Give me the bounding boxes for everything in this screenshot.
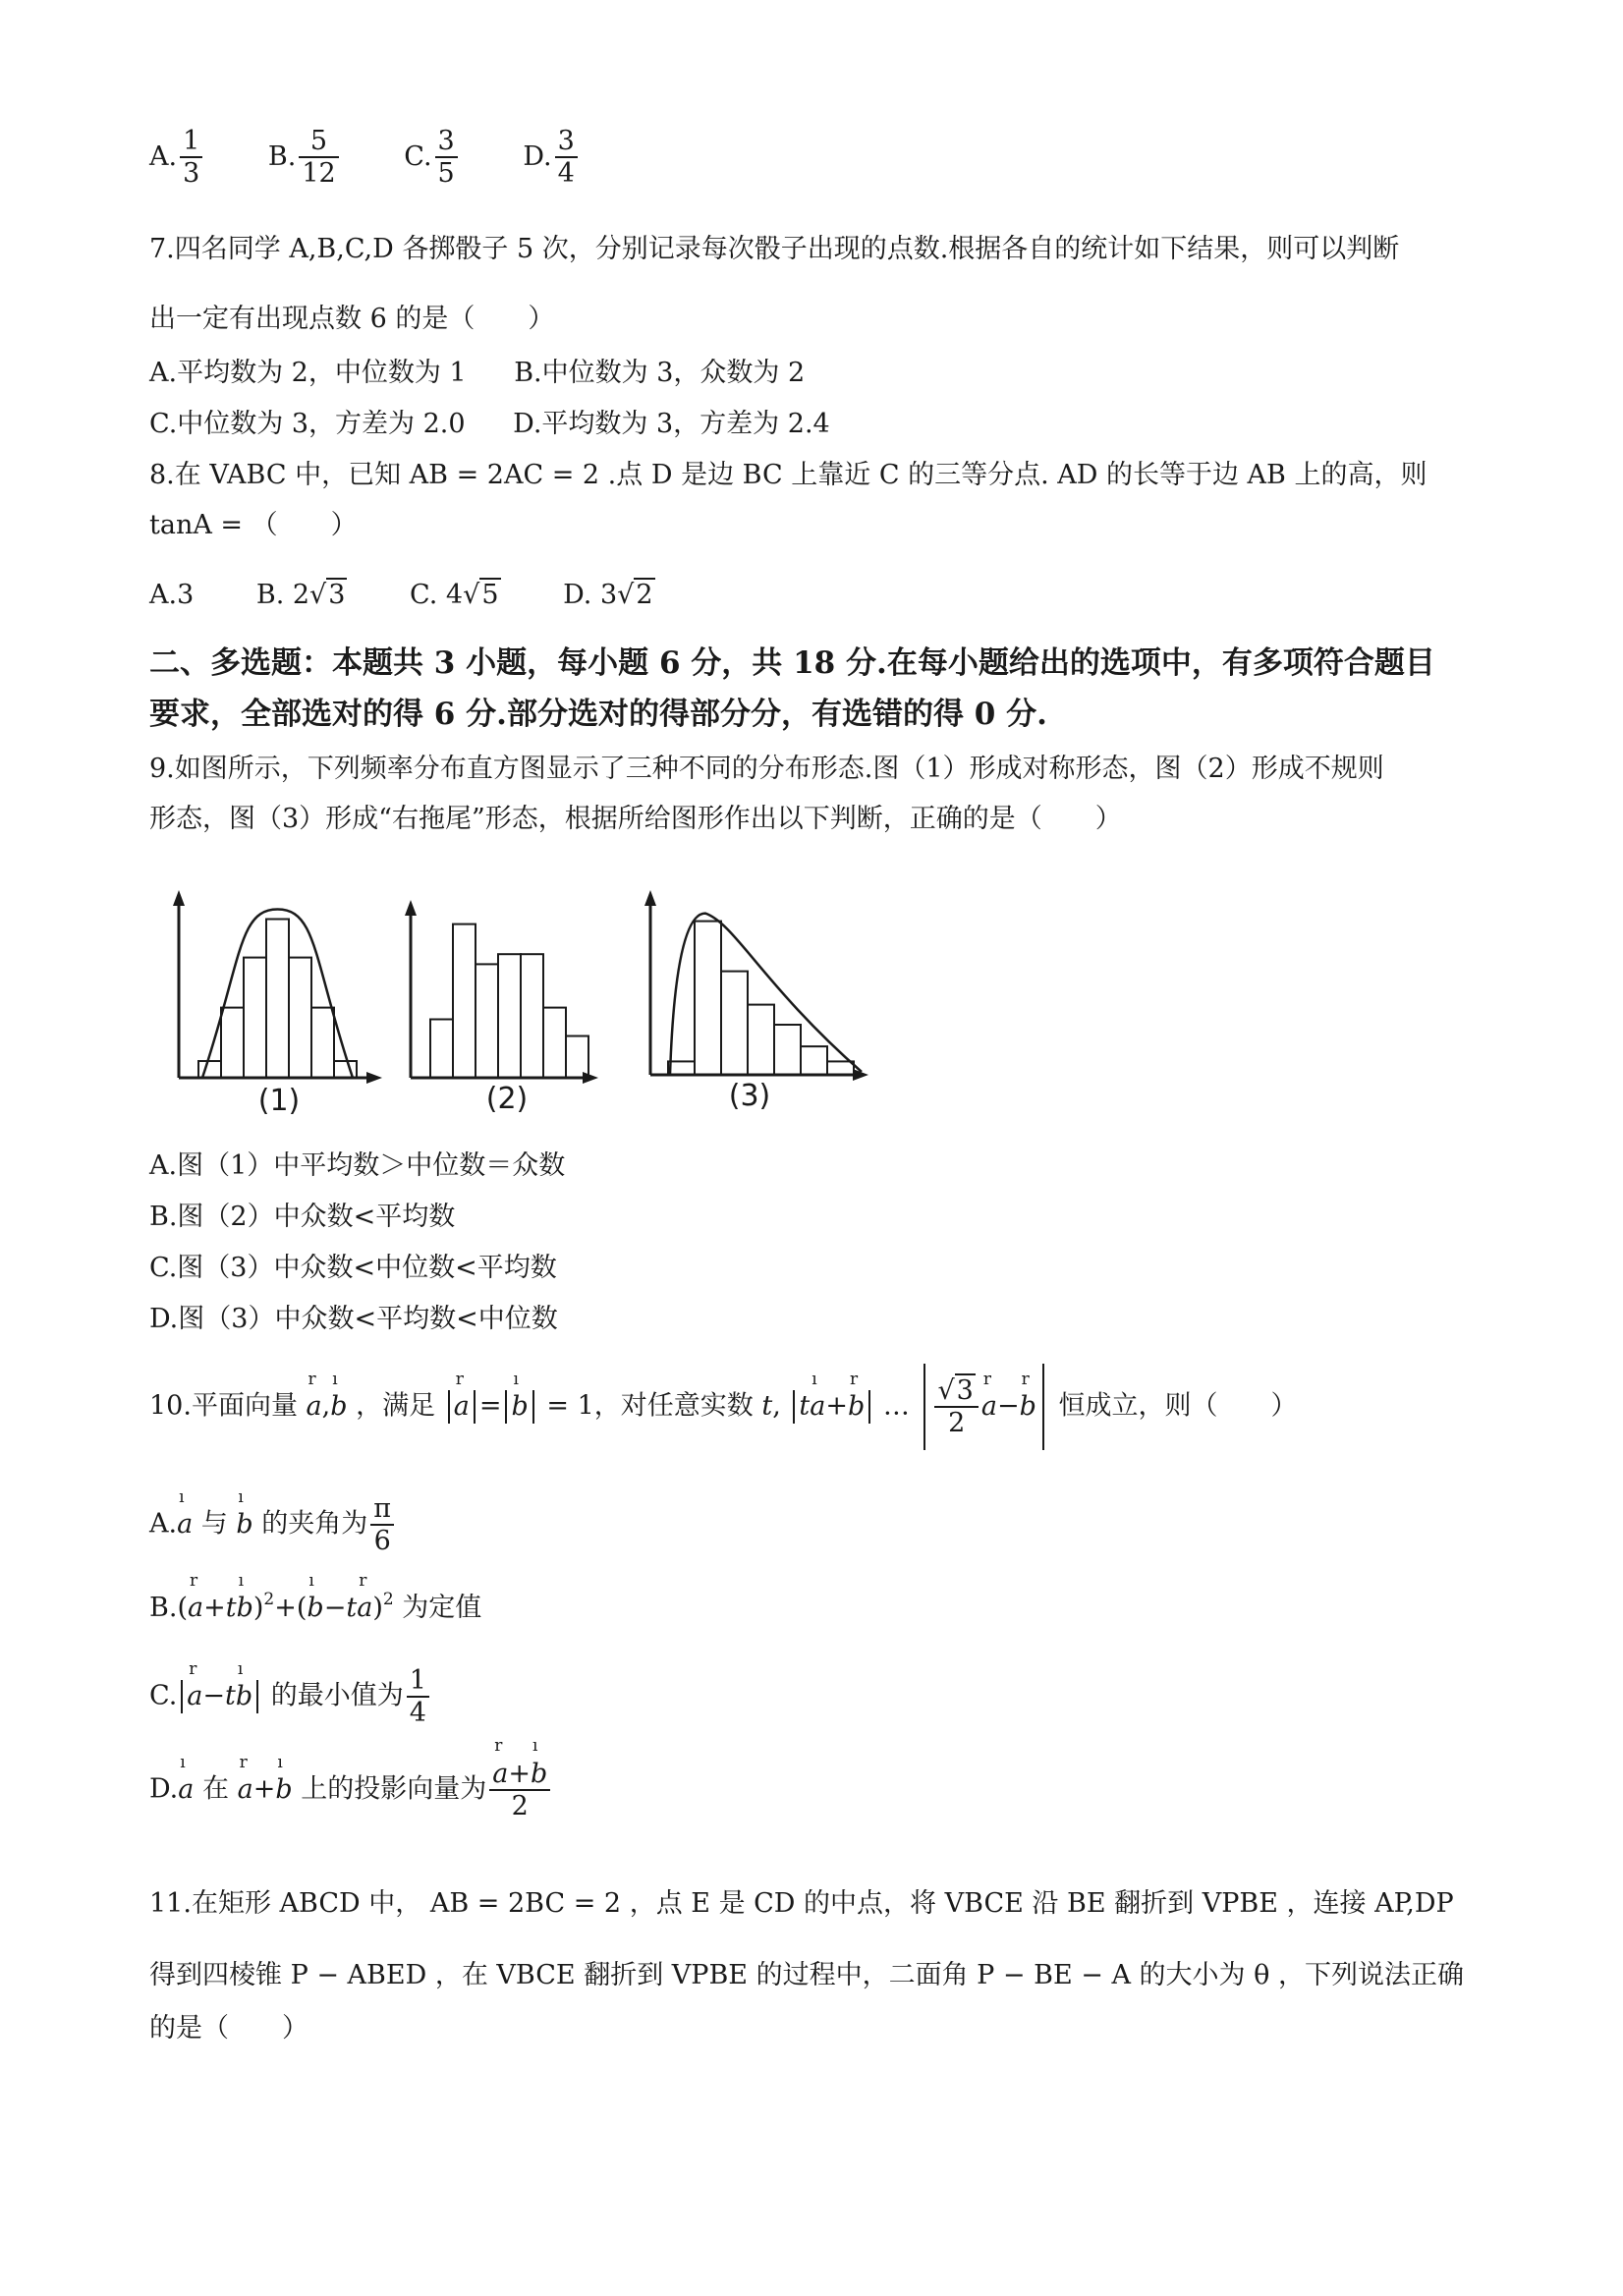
q7-options-row2 xyxy=(149,409,830,440)
q8-stem-line2: tanA = （ ） xyxy=(149,510,358,540)
q8-option-c: C. 4√5 xyxy=(410,580,499,610)
q9-stem-line2: 形态，图（3）形成“右拖尾”形态，根据所给图形作出以下判断，正确的是（ ） xyxy=(149,804,1122,834)
q9-option-c: C.图（3）中众数<中位数<平均数 xyxy=(149,1253,557,1283)
section2-heading-line1: 二、多选题：本题共 3 小题，每小题 6 分，共 18 分.在每小题给出的选项中，有多项符合题目 xyxy=(149,645,1435,681)
q11-stem-line2: 得到四棱锥 P − ABED ，在 VBCE 翻折到 VPBE 的过程中，二面角 P − BE − A 的大小为 θ ，下列说法正确 xyxy=(149,1960,1464,1990)
histogram-3-y-arrow xyxy=(644,890,656,906)
histogram-3-bar xyxy=(774,1025,801,1075)
histogram-1-y-arrow xyxy=(173,890,185,906)
histogram-3-bar xyxy=(668,1061,695,1075)
q7-option-b: B.中位数为 3，众数为 2 xyxy=(514,358,806,388)
histogram-3-bar xyxy=(721,972,748,1075)
histogram-2-bar xyxy=(476,964,498,1078)
q8-option-a: A.3 xyxy=(149,580,195,610)
histogram-1 xyxy=(173,890,382,1084)
q8-options xyxy=(149,580,655,611)
q9-option-d: D.图（3）中众数<平均数<中位数 xyxy=(149,1304,558,1334)
q10-option-d: D. ı a 在 r a+ ı b 上的投影向量为 r a+ ı b 2 xyxy=(149,1759,553,1821)
q8-option-d: D. 3√2 xyxy=(563,580,653,610)
histogram-2-bar xyxy=(453,924,476,1078)
q9-option-a: A.图（1）中平均数＞中位数＝众数 xyxy=(149,1150,566,1181)
histogram-2 xyxy=(405,900,598,1084)
q6-option-c: C. $\frac{3}{5}$ xyxy=(404,141,460,172)
q6-option-a: A. $\frac{1}{3}$ xyxy=(149,141,205,172)
histogram-2-bar xyxy=(521,954,543,1078)
histogram-2-y-arrow xyxy=(405,900,417,916)
histogram-1-bar xyxy=(198,1061,221,1078)
histogram-1-bar xyxy=(334,1061,357,1078)
q9-stem-line1: 9.如图所示，下列频率分布直方图显示了三种不同的分布形态.图（1）形成对称形态，图（2）形成不规则 xyxy=(149,754,1384,784)
q10-option-c: C. r a−t ı b 的最小值为 $\frac{1}{4}$ xyxy=(149,1665,432,1728)
q8-stem-line1: 8.在 VABC 中，已知 AB = 2AC = 2 .点 D 是边 BC 上靠近 C 的三等分点. AD 的长等于边 AB 上的高，则 xyxy=(149,460,1427,490)
q6-option-b: B. $\frac{5}{12}$ xyxy=(268,141,342,172)
q9-option-b: B.图（2）中众数<平均数 xyxy=(149,1202,456,1232)
histogram-1-bar xyxy=(289,958,311,1078)
q7-stem-line2: 出一定有出现点数 6 的是（ ） xyxy=(149,304,555,334)
histogram-1-bar xyxy=(244,958,266,1078)
q10-option-a: A. ı a 与 ı b 的夹角为 $\frac{\pi}{6}$ xyxy=(149,1493,397,1556)
section2-heading-line2: 要求，全部选对的得 6 分.部分选对的得部分分，有选错的得 0 分. xyxy=(149,697,1047,732)
q10-stem: 10.平面向量 r a, ı b ，满足 r a = ı b = 1，对任意实数 t, t ı a+ r b … $\frac{√3}{2}$ r a− r b 恒成立，则（ ） xyxy=(149,1364,1297,1450)
q6-options xyxy=(149,126,581,189)
q8-option-b: B. 2√3 xyxy=(255,580,346,610)
q9-histograms-figure xyxy=(147,869,884,1125)
q7-option-c: C.中位数为 3，方差为 2.0 xyxy=(149,409,466,439)
q11-stem-line1: 11.在矩形 ABCD 中， AB = 2BC = 2 ，点 E 是 CD 的中点，将 VBCE 沿 BE 翻折到 VPBE ，连接 AP,DP xyxy=(149,1888,1454,1919)
q7-option-d: D.平均数为 3，方差为 2.4 xyxy=(513,409,830,439)
histogram-3 xyxy=(644,890,868,1081)
histogram-2-bar xyxy=(543,1008,566,1078)
histogram-1-bar xyxy=(311,1008,334,1078)
histogram-2-bar xyxy=(498,954,521,1078)
histogram-1-bar xyxy=(266,920,289,1079)
histogram-3-bar xyxy=(695,922,721,1075)
q6-option-d: D. $\frac{3}{4}$ xyxy=(523,141,580,172)
histogram-3-bar xyxy=(801,1046,827,1075)
histogram-3-bar xyxy=(748,1005,774,1075)
histogram-1-bar xyxy=(221,1008,244,1078)
histogram-2-bar xyxy=(430,1020,453,1079)
histogram-caption-1: (1) xyxy=(257,1084,301,1118)
histogram-1-x-arrow xyxy=(366,1072,382,1084)
histogram-caption-2: (2) xyxy=(485,1082,529,1116)
q11-stem-line3: 的是（ ） xyxy=(149,2013,308,2044)
histogram-caption-3: (3) xyxy=(728,1079,771,1113)
q10-option-b: B.( r a+t ı b)$^2$+( ı b−t r a)$^2$ 为定值 xyxy=(149,1571,482,1623)
histogram-1-curve xyxy=(202,910,353,1079)
histogram-2-bar xyxy=(566,1036,588,1079)
histogram-3-curve xyxy=(670,914,862,1075)
q7-option-a: A.平均数为 2，中位数为 1 xyxy=(149,358,467,388)
histogram-3-bar xyxy=(827,1061,854,1075)
q7-options-row1 xyxy=(149,358,805,389)
q7-stem-line1: 7.四名同学 A,B,C,D 各掷骰子 5 次，分别记录每次骰子出现的点数.根据各自的统计如下结果，则可以判断 xyxy=(149,234,1400,264)
